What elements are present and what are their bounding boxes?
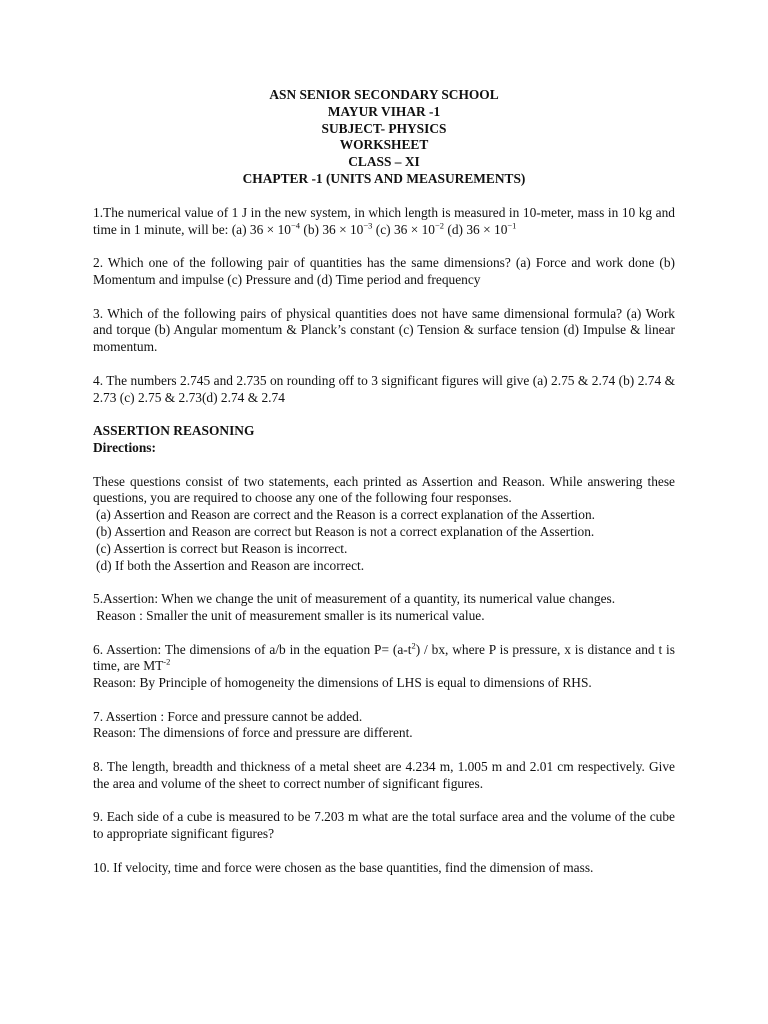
worksheet-page xyxy=(93,87,675,893)
response-option-a: (a) Assertion and Reason are correct and the Reason is a correct explanation of the Assertion. xyxy=(96,507,595,523)
q5-reason: Reason : Smaller the unit of measurement smaller is its numerical value. xyxy=(93,607,485,623)
question-2: 2. Which one of the following pair of quantities has the same dimensions? (a) Force and work done (b) Momentum and impulse (c) Pressure and (d) Time period and frequency xyxy=(93,255,675,287)
q6-assertion-part2: ) / bx, where P is pressure, x is distance and t is time, are MT xyxy=(93,641,675,674)
q1-text: 1.The numerical value of 1 J in the new system, in which length is measured in 10-meter, mass in 10 kg and time in 1 minute, will be: (a) 36 × 10 xyxy=(93,204,675,237)
response-option-b: (b) Assertion and Reason are correct but Reason is not a correct explanation of the Assertion. xyxy=(96,523,595,539)
worksheet-header xyxy=(93,87,675,188)
question-5 xyxy=(93,591,675,625)
section-title: ASSERTION REASONING xyxy=(93,423,255,439)
class-label: CLASS – XI xyxy=(348,154,420,170)
question-9: 9. Each side of a cube is measured to be 7.203 m what are the total surface area and the volume of the cube to appropriate significant figures? xyxy=(93,809,675,842)
assertion-section-heading xyxy=(93,423,675,457)
q1-option-d: (d) 36 × 10 xyxy=(444,221,508,237)
question-8: 8. The length, breadth and thickness of a metal sheet are 4.234 m, 1.005 m and 2.01 cm respectively. Give the area and volume of the sheet to correct number of significant figures. xyxy=(93,759,675,791)
question-10: 10. If velocity, time and force were chosen as the base quantities, find the dimension of mass. xyxy=(93,859,594,875)
chapter-title: CHAPTER -1 (UNITS AND MEASUREMENTS) xyxy=(242,170,526,186)
question-7 xyxy=(93,709,675,743)
q6-assertion xyxy=(93,642,675,676)
q7-assertion: 7. Assertion : Force and pressure cannot be added. xyxy=(93,708,363,724)
question-4: 4. The numbers 2.745 and 2.735 on rounding off to 3 significant figures will give (a) 2.75 & 2.74 (b) 2.74 & 2.73 (c) 2.75 & 2.73(d) 2.74 & 2.74 xyxy=(93,372,675,405)
school-name: ASN SENIOR SECONDARY SCHOOL xyxy=(269,87,499,102)
q6-superscript-2: -2 xyxy=(163,656,171,667)
response-option-d: (d) If both the Assertion and Reason are incorrect. xyxy=(96,557,365,573)
directions-colon: : xyxy=(151,439,156,455)
q1-option-c: (c) 36 × 10 xyxy=(372,221,435,237)
question-6 xyxy=(93,642,675,692)
response-option-c: (c) Assertion is correct but Reason is incorrect. xyxy=(96,540,348,556)
q1-exponent-b: −3 xyxy=(363,220,373,231)
q1-option-b: (b) 36 × 10 xyxy=(300,221,364,237)
q6-superscript-1: 2 xyxy=(411,640,416,651)
subject-title: SUBJECT- PHYSICS xyxy=(321,120,447,136)
q7-reason: Reason: The dimensions of force and pressure are different. xyxy=(93,725,413,741)
q6-reason: Reason: By Principle of homogeneity the dimensions of LHS is equal to dimensions of RHS. xyxy=(93,675,592,691)
q1-exponent-a: −4 xyxy=(290,220,301,231)
q1-exponent-c: −2 xyxy=(435,220,445,231)
school-location: MAYUR VIHAR -1 xyxy=(327,103,441,119)
q5-assertion: 5.Assertion: When we change the unit of measurement of a quantity, its numerical value changes. xyxy=(93,591,616,607)
directions-intro: These questions consist of two statements, each printed as Assertion and Reason. While answering these questions, you are required to choose any one of the following four responses. xyxy=(93,473,675,506)
directions-block xyxy=(93,474,675,575)
directions-label-text: Directions xyxy=(93,439,152,455)
q6-assertion-part1: 6. Assertion: The dimensions of a/b in the equation P= (a-t xyxy=(93,641,412,657)
document-type: WORKSHEET xyxy=(339,137,429,153)
question-1 xyxy=(93,205,675,239)
directions-label xyxy=(93,440,675,457)
question-3: 3. Which of the following pairs of physical quantities does not have same dimensional formula? (a) Work and torque (b) Angular momentum & Planck’s constant (c) Tension & surface tension (d) Impulse & linear momentum. xyxy=(93,305,675,355)
q1-exponent-d: −1 xyxy=(507,220,517,231)
